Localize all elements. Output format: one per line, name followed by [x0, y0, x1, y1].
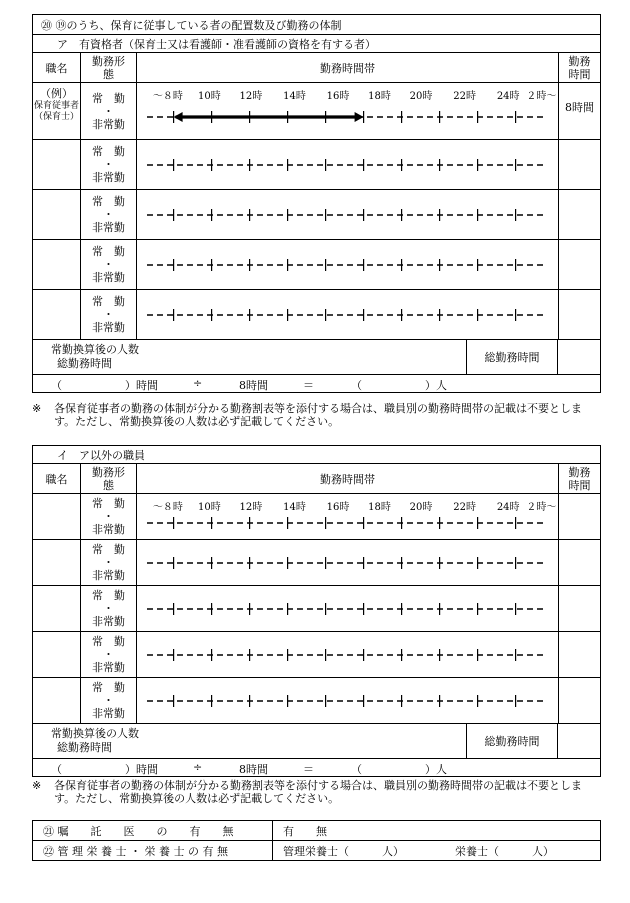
example-work-type: 常 勤 ・ 非常勤 — [92, 91, 125, 131]
hour-label: 20時 — [409, 502, 433, 513]
hour-label: 24時 — [496, 91, 520, 102]
arrow-head-right — [355, 112, 364, 122]
timeline[interactable] — [147, 557, 546, 569]
conversion-sublabel: 総勤務時間 — [57, 357, 112, 370]
hours-cell[interactable] — [559, 290, 601, 340]
footer-table — [32, 820, 601, 861]
hours-cell[interactable] — [559, 540, 601, 586]
work-type[interactable]: 常 勤 ・ 非常勤 — [92, 295, 125, 334]
conversion-formula[interactable]: （ ）時間 ÷ 8時間 ＝ （ ）人 — [33, 375, 601, 393]
hour-label: ２時～ — [526, 91, 557, 102]
timeline[interactable] — [147, 517, 546, 529]
col-work-hours: 勤務時間 — [559, 53, 601, 83]
col-work-hours: 勤務時間 — [559, 464, 601, 494]
staff-row — [33, 494, 601, 540]
staff-row — [33, 632, 601, 678]
hours-cell[interactable] — [559, 678, 601, 724]
total-hours-label: 総勤務時間 — [466, 340, 558, 374]
hour-label: 22時 — [453, 502, 476, 513]
job-title-cell[interactable] — [33, 632, 81, 678]
work-type[interactable]: 常 勤 ・ 非常勤 — [92, 589, 125, 628]
example-label: （例） — [40, 87, 73, 100]
hour-label: ～８時 — [152, 91, 183, 102]
conversion-label: 常勤換算後の人数 — [51, 343, 139, 356]
conversion-formula[interactable]: （ ）時間 ÷ 8時間 ＝ （ ）人 — [33, 759, 601, 777]
staff-row — [33, 290, 601, 340]
hour-label: 20時 — [409, 91, 433, 102]
work-type[interactable]: 常 勤 ・ 非常勤 — [92, 681, 125, 720]
hour-label: 12時 — [239, 502, 263, 513]
work-type[interactable]: 常 勤 ・ 非常勤 — [92, 635, 125, 674]
example-row — [33, 83, 601, 140]
arrow-head-left — [174, 112, 183, 122]
job-title-cell[interactable] — [33, 494, 81, 540]
hour-label: 18時 — [368, 91, 391, 102]
timeline[interactable] — [147, 259, 546, 271]
col-time-band: 勤務時間帯 — [137, 53, 559, 83]
hour-label: 12時 — [239, 91, 263, 102]
total-hours-label: 総勤務時間 — [466, 724, 558, 758]
dietitian-label: ㉒ 管 理 栄 養 士 ・ 栄 養 士 の 有 無 — [33, 841, 273, 861]
col-work-type: 勤務形態 — [81, 464, 137, 494]
hour-label: 10時 — [198, 91, 221, 102]
col-time-band: 勤務時間帯 — [137, 464, 559, 494]
doctor-value[interactable]: 有 無 — [273, 821, 601, 841]
work-type[interactable]: 常 勤 ・ 非常勤 — [92, 245, 125, 284]
col-job-title: 職名 — [33, 53, 81, 83]
col-job-title: 職名 — [33, 464, 81, 494]
job-title-cell[interactable] — [33, 586, 81, 632]
hour-label: 10時 — [198, 502, 221, 513]
job-title-cell[interactable] — [33, 290, 81, 340]
work-type[interactable]: 常 勤 ・ 非常勤 — [92, 195, 125, 234]
example-role: 保育従事者（保育士） — [34, 101, 80, 122]
job-title-cell[interactable] — [33, 240, 81, 290]
hours-cell[interactable] — [559, 586, 601, 632]
hour-label: 18時 — [368, 502, 391, 513]
hour-labels — [143, 87, 558, 101]
timeline[interactable] — [147, 603, 546, 615]
staff-row — [33, 540, 601, 586]
section-other-staff — [32, 445, 601, 777]
section-qualified-staff — [32, 14, 601, 393]
timeline[interactable] — [147, 649, 546, 661]
job-title-cell[interactable] — [33, 678, 81, 724]
staff-row — [33, 586, 601, 632]
timeline — [147, 111, 546, 123]
hours-cell[interactable] — [559, 190, 601, 240]
dietitian-value[interactable]: 管理栄養士（ 人） 栄養士（ 人） — [273, 841, 601, 861]
section-heading: ⑳ ⑲のうち、保育に従事している者の配置数及び勤務の体制 — [33, 15, 601, 35]
hour-label: 22時 — [453, 91, 476, 102]
note-2: ※ 各保育従事者の勤務の体制が分かる勤務割表等を添付する場合は、職員別の勤務時間帯の記載は不要とします。ただし、常勤換算後の人数は必ず記載してください。 — [32, 779, 582, 805]
hour-label: 16時 — [326, 91, 350, 102]
hour-label: ～８時 — [152, 502, 183, 513]
timeline[interactable] — [147, 695, 546, 707]
work-type[interactable]: 常 勤 ・ 非常勤 — [92, 145, 125, 184]
work-type[interactable]: 常 勤 ・ 非常勤 — [92, 543, 125, 582]
conversion-sublabel: 総勤務時間 — [57, 741, 112, 754]
job-title-cell[interactable] — [33, 540, 81, 586]
job-title-cell[interactable] — [33, 140, 81, 190]
hours-cell[interactable] — [559, 632, 601, 678]
staff-row — [33, 140, 601, 190]
note-1: ※ 各保育従事者の勤務の体制が分かる勤務割表等を添付する場合は、職員別の勤務時間帯の記載は不要とします。ただし、常勤換算後の人数は必ず記載してください。 — [32, 402, 582, 428]
job-title-cell[interactable] — [33, 190, 81, 240]
section-subheading: ア 有資格者（保育士又は看護師・准看護師の資格を有する者） — [33, 35, 601, 53]
staff-row — [33, 190, 601, 240]
col-work-type: 勤務形態 — [81, 53, 137, 83]
staff-row — [33, 240, 601, 290]
section-subheading: イ ア以外の職員 — [33, 446, 601, 464]
work-type[interactable]: 常 勤 ・ 非常勤 — [92, 497, 125, 536]
conversion-label: 常勤換算後の人数 — [51, 727, 139, 740]
hour-labels — [143, 498, 558, 512]
example-hours: 8時間 — [559, 83, 601, 140]
hour-label: 14時 — [283, 91, 306, 102]
timeline[interactable] — [147, 309, 546, 321]
hour-label: 16時 — [326, 502, 350, 513]
hour-label: 14時 — [283, 502, 306, 513]
hour-label: 24時 — [496, 502, 520, 513]
timeline[interactable] — [147, 209, 546, 221]
doctor-label: ㉑ 嘱 託 医 の 有 無 — [33, 821, 273, 841]
hours-cell[interactable] — [559, 140, 601, 190]
hours-cell[interactable] — [559, 240, 601, 290]
hour-label: ２時～ — [526, 502, 557, 513]
hours-cell[interactable] — [559, 494, 601, 540]
staff-row — [33, 678, 601, 724]
timeline[interactable] — [147, 159, 546, 171]
